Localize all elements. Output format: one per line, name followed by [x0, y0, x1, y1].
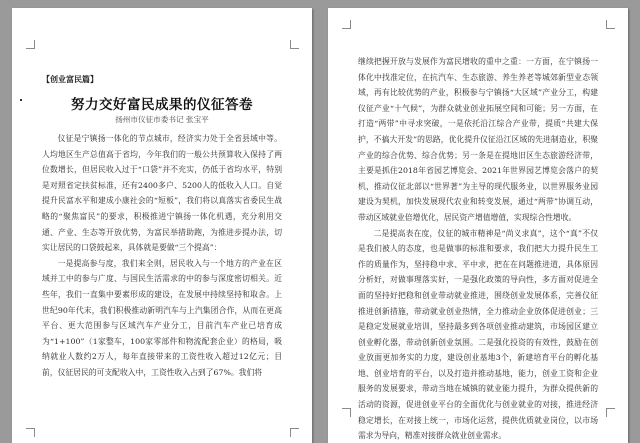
crop-mark-bottom-right: [290, 428, 299, 437]
crop-mark-top-right: [290, 40, 299, 49]
crop-mark-bottom-left: [26, 428, 35, 437]
article-title-text: 努力交好富民成果的仪征答卷: [71, 97, 253, 113]
crop-mark-top-right: [606, 20, 615, 29]
crop-mark-top-left: [26, 40, 35, 49]
crop-mark-top-left: [342, 20, 351, 29]
right-paragraph-2: 二是提高表在度，仪征的城市精神是“尚义求真”，这个“真”不仅是我们被人的态度，也是做事的标准和要求，我们把大力提升民生工作的质量作为，坚持稳中求、平中求，把在在问题推进道，具体原因分析好，对做事理落实好，一是强化政策的导向性，多方面对促进全面的坚持好把稳和创业带动就业推进，围绕创业发展体系，完善仪征推进创新措施，带动就业创业热情，全力推动企业放体促进创业；三是稳定发展就业培训，坚持最多到各项创业推动建筑，市场园区建立创业孵化器，带动创新创业氛围。二是强化投资的有效性，鼓励在创业放面更加务实的力度，建设创业基地3个，新建培育平台的孵化基地、创业培育的平台，以及打造并推动基地，能力，创业工资和企业服务的发展要求，带动当地在城镇的就业能力提升，为群众提供新的活动的资源，促进创业平台的全面优化与创业就业的对接，推进经济稳定增长，在对接上统一，市场化运营，提供优质就业岗位，以市场需求为导向，精准对接群众就业创业需求。: [358, 228, 598, 441]
left-paragraph-1: 仪征是宁镇扬一体化的节点城市，经济实力处于全省县域中等。人均地区生产总值高于省均，今年我们的一般公共预算收入保持了两位数增长，但居民收入过于“口袋”并不充实，仍低于省均水平，特别是对照省定扶贫标准，还有2400多户、5200人的低收入人口。自觉提升民富水平和建成小康社会的“短板”，我们将以真落实省委民生战略的“聚焦富民”的要求，积极推进宁镇扬一体化机遇，充分利用交通、产业、生态等开放优势，为富民举措助跑，为推进步提办法，切实让居民的口袋鼓起来，具体就是要做“三个提高”：: [42, 134, 282, 253]
section-tag: 【创业富民篇】: [42, 75, 98, 84]
right-page-content[interactable]: [358, 54, 598, 443]
right-paragraph-1: 继续把握开放与发展作为富民增收的重中之重：一方面，在宁镇扬一体化中找准定位，在抗汽车、生态旅游、养生养老等城郊新型业态领域，再有比较优势的产业，积极参与宁镇扬“大区域”产业分工，构建仪征产业“十气候”，为群众就业创业拓展空间和可能；另一方面，在打造“两带”中寻求突破，一是依托沿江综合产业带，提质“共建大保护，不搞大开发”的思路，优化提升仪征沿江区域的先进制造业，积聚产业的综合优势、综合优势；另一条是在提地旧区生态旅游经济带，主要是抓住2018年省园艺博览会、2021年世界园艺博览会落户的契机，推动仪征北部以“世界著”为主导的现代服务业，以世界服务业园建设为契机，加快发展现代农业和转变发展，通过“两带”协调互动，带动区域就业倍增优化，居民资产增值增值，实现综合性增收。: [358, 57, 598, 222]
article-title: [42, 93, 282, 113]
document-page-left[interactable]: [12, 8, 312, 443]
crop-mark-bottom-right: [606, 408, 615, 417]
document-page-right[interactable]: [328, 8, 628, 443]
crop-mark-bottom-left: [342, 408, 351, 417]
article-byline: 扬州市仪征市委书记 张宝平: [115, 115, 209, 124]
left-page-content[interactable]: [42, 74, 282, 381]
text-cursor-marker: [20, 99, 22, 101]
left-paragraph-2: 一是提高参与度，我们来全则，居民收入与一个地方的产业在区域并工中的参与广度、与国民生活需求的中的参与深度密切相关。近些年，我们一直集中要素形成的建设，在发展中持续坚持和取舍。上世纪90年代末，我们积极推动新明汽车与上汽集团合作，从而在更高平台、更大范围参与区域汽车产业分工，目前汽车产业已培育成为“1+100”（1家整车，100家零部件和物流配套企业）的格局，吸纳就业人数约2万人，每年直接带来的工资性收入超过12亿元；目前，仪征居民的可支配收入中，工资性收入占到了67%。我们将: [42, 258, 282, 377]
